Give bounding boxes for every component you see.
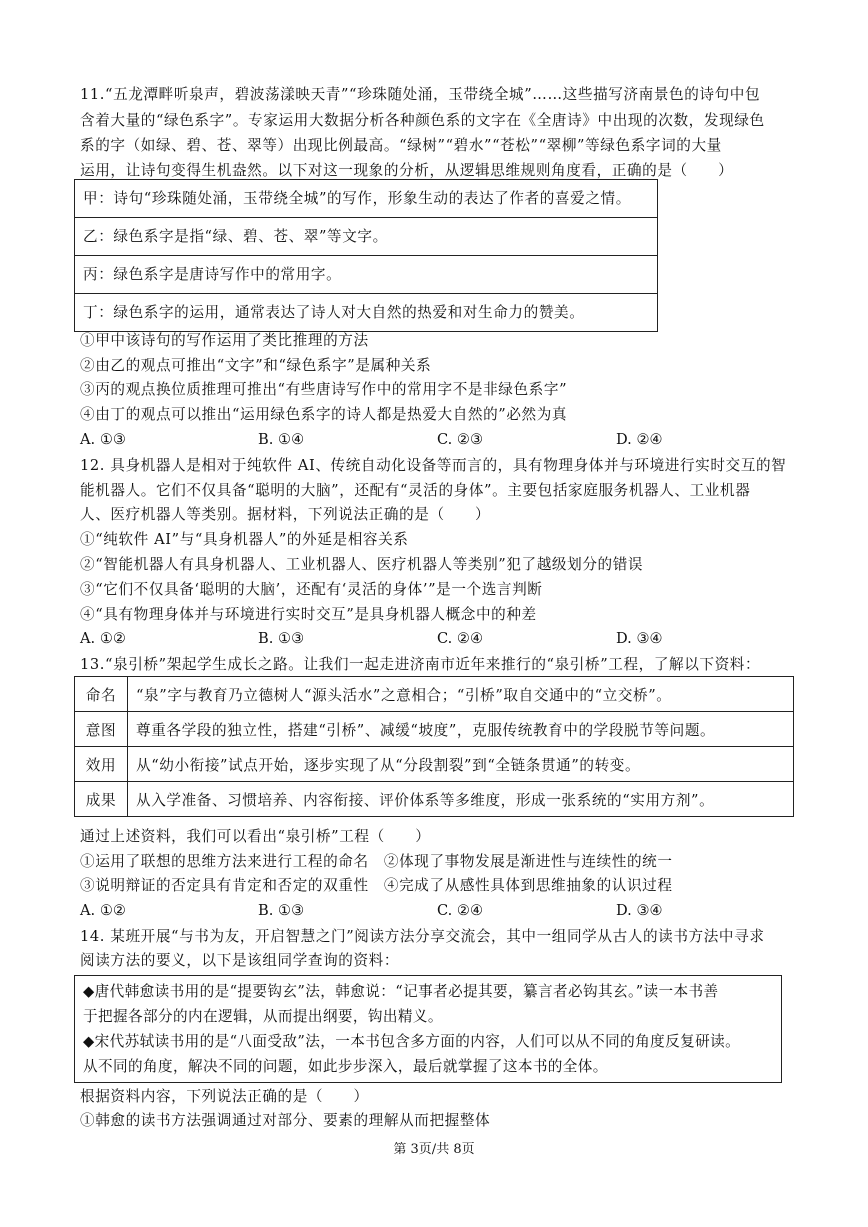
q14-box-line-4: 从不同的角度，解决不同的问题，如此步步深入，最后就掌握了这本书的全体。: [83, 1058, 608, 1075]
q12-stem-line-1: 12. 具身机器人是相对于纯软件 AI、传统自动化设备等而言的，具有物理身体并与环境进行实时交互的智: [80, 457, 787, 474]
q13-row-key: 命名: [75, 677, 128, 712]
q14-item-1: ①韩愈的读书方法强调通过对部分、要素的理解从而把握整体: [80, 1112, 491, 1129]
q11-stem-line-2: 含着大量的“绿色系字”。专家运用大数据分析各种颜色系的文字在《全唐诗》中出现的次数，发现绿色: [80, 112, 765, 129]
q14-box-line-2: 于把握各部分的内在逻辑，从而提出纲要，钩出精义。: [83, 1008, 443, 1025]
q13-stem: 13.“泉引桥”架起学生成长之路。让我们一起走进济南市近年来推行的“泉引桥”工程，了解以下资料：: [80, 656, 761, 673]
q11-material-box: [74, 179, 658, 332]
q11-item-3: ③丙的观点换位质推理可推出“有些唐诗写作中的常用字不是非绿色系字”: [80, 381, 568, 398]
q11-box-row-yi: 乙：绿色系字是指“绿、碧、苍、翠”等文字。: [75, 217, 657, 255]
q13-row-value: 从“幼小衔接”试点开始，逐步实现了从“分段割裂”到“全链条贯通”的转变。: [128, 747, 794, 782]
q13-row-value: “泉”字与教育乃立德树人“源头活水”之意相合；“引桥”取自交通中的“立交桥”。: [128, 677, 794, 712]
q13-row-key: 意图: [75, 712, 128, 747]
q13-table-row: [75, 677, 794, 712]
q11-option-d[interactable]: D. ②④: [616, 431, 663, 448]
q11-option-a[interactable]: A. ①③: [80, 431, 126, 448]
q12-option-b[interactable]: B. ①③: [258, 630, 305, 647]
q12-stem-line-3: 人、医疗机器人等类别。据材料，下列说法正确的是（ ）: [80, 506, 491, 523]
q11-option-c[interactable]: C. ②③: [437, 431, 484, 448]
q14-stem-line-1: 14. 某班开展“与书为友，开启智慧之门”阅读方法分享交流会，其中一组同学从古人的读书方法中寻求: [80, 928, 765, 945]
q14-box-line-1: ◆唐代韩愈读书用的是“提要钩玄”法，韩愈说：“记事者必提其要，纂言者必钩其玄。”读一本书善: [83, 983, 719, 1000]
q13-item-line-2: ③说明辩证的否定具有肯定和否定的双重性 ④完成了从感性具体到思维抽象的认识过程: [80, 877, 673, 894]
page-number-footer: 第 3页/共 8页: [393, 1142, 475, 1157]
q12-option-d[interactable]: D. ③④: [616, 630, 663, 647]
q13-item-line-1: ①运用了联想的思维方法来进行工程的命名 ②体现了事物发展是渐进性与连续性的统一: [80, 853, 673, 870]
q13-table-row: [75, 747, 794, 782]
q13-row-value: 尊重各学段的独立性，搭建“引桥”、减缓“坡度”，克服传统教育中的学段脱节等问题。: [128, 712, 794, 747]
q12-option-c[interactable]: C. ②④: [437, 630, 484, 647]
q11-box-row-jia: 甲：诗句“珍珠随处涌，玉带绕全城”的写作，形象生动的表达了作者的喜爱之情。: [83, 190, 631, 207]
q11-stem-line-4: 运用，让诗句变得生机盎然。以下对这一现象的分析，从逻辑思维规则角度看，正确的是（ ）: [80, 162, 734, 179]
q12-item-3: ③“它们不仅具备‘聪明的大脑’，还配有‘灵活的身体’”是一个选言判断: [80, 581, 543, 598]
q13-row-key: 效用: [75, 747, 128, 782]
q13-option-c[interactable]: C. ②④: [437, 902, 484, 919]
q11-stem-line-1: 11.“五龙潭畔听泉声，碧波荡漾映天青”“珍珠随处涌，玉带绕全城”……这些描写济南景色的诗句中包: [80, 86, 761, 103]
q13-after: 通过上述资料，我们可以看出“泉引桥”工程（ ）: [80, 828, 431, 845]
q13-option-a[interactable]: A. ①②: [80, 902, 126, 919]
q13-material-table: [74, 676, 794, 817]
q13-option-d[interactable]: D. ③④: [616, 902, 663, 919]
q12-item-1: ①“纯软件 AI”与“具身机器人”的外延是相容关系: [80, 531, 409, 548]
q13-row-value: 从入学准备、习惯培养、内容衔接、评价体系等多维度，形成一张系统的“实用方剂”。: [128, 782, 794, 817]
q13-option-b[interactable]: B. ①③: [258, 902, 305, 919]
q11-option-b[interactable]: B. ①④: [258, 431, 305, 448]
q11-item-1: ①甲中该诗句的写作运用了类比推理的方法: [80, 332, 369, 349]
q12-stem-line-2: 能机器人。它们不仅具备“聪明的大脑”，还配有“灵活的身体”。主要包括家庭服务机器人、工业机器: [80, 482, 751, 499]
q12-item-2: ②“智能机器人有具身机器人、工业机器人、医疗机器人等类别”犯了越级划分的错误: [80, 556, 644, 573]
q11-stem-line-3: 系的字（如绿、碧、苍、翠等）出现比例最高。“绿树”“碧水”“苍松”“翠柳”等绿色系字词的大量: [80, 137, 722, 154]
q14-box-line-3: ◆宋代苏轼读书用的是“八面受敌”法，一本书包含多方面的内容，人们可以从不同的角度反复研读。: [83, 1033, 741, 1050]
q13-row-key: 成果: [75, 782, 128, 817]
q13-table-row: [75, 782, 794, 817]
q12-item-4: ④“具有物理身体并与环境进行实时交互”是具身机器人概念中的种差: [80, 606, 537, 623]
q14-material-box: [74, 975, 782, 1083]
q13-table-row: [75, 712, 794, 747]
q11-item-2: ②由乙的观点可推出“文字”和“绿色系字”是属种关系: [80, 357, 432, 374]
q11-item-4: ④由丁的观点可以推出“运用绿色系字的诗人都是热爱大自然的”必然为真: [80, 406, 568, 423]
q11-box-row-ding: 丁：绿色系字的运用，通常表达了诗人对大自然的热爱和对生命力的赞美。: [75, 293, 657, 331]
q14-stem-line-2: 阅读方法的要义，以下是该组同学查询的资料：: [80, 952, 400, 969]
q14-after: 根据资料内容，下列说法正确的是（ ）: [80, 1088, 369, 1105]
q12-option-a[interactable]: A. ①②: [80, 630, 126, 647]
q11-box-row-bing: 丙：绿色系字是唐诗写作中的常用字。: [75, 255, 657, 293]
